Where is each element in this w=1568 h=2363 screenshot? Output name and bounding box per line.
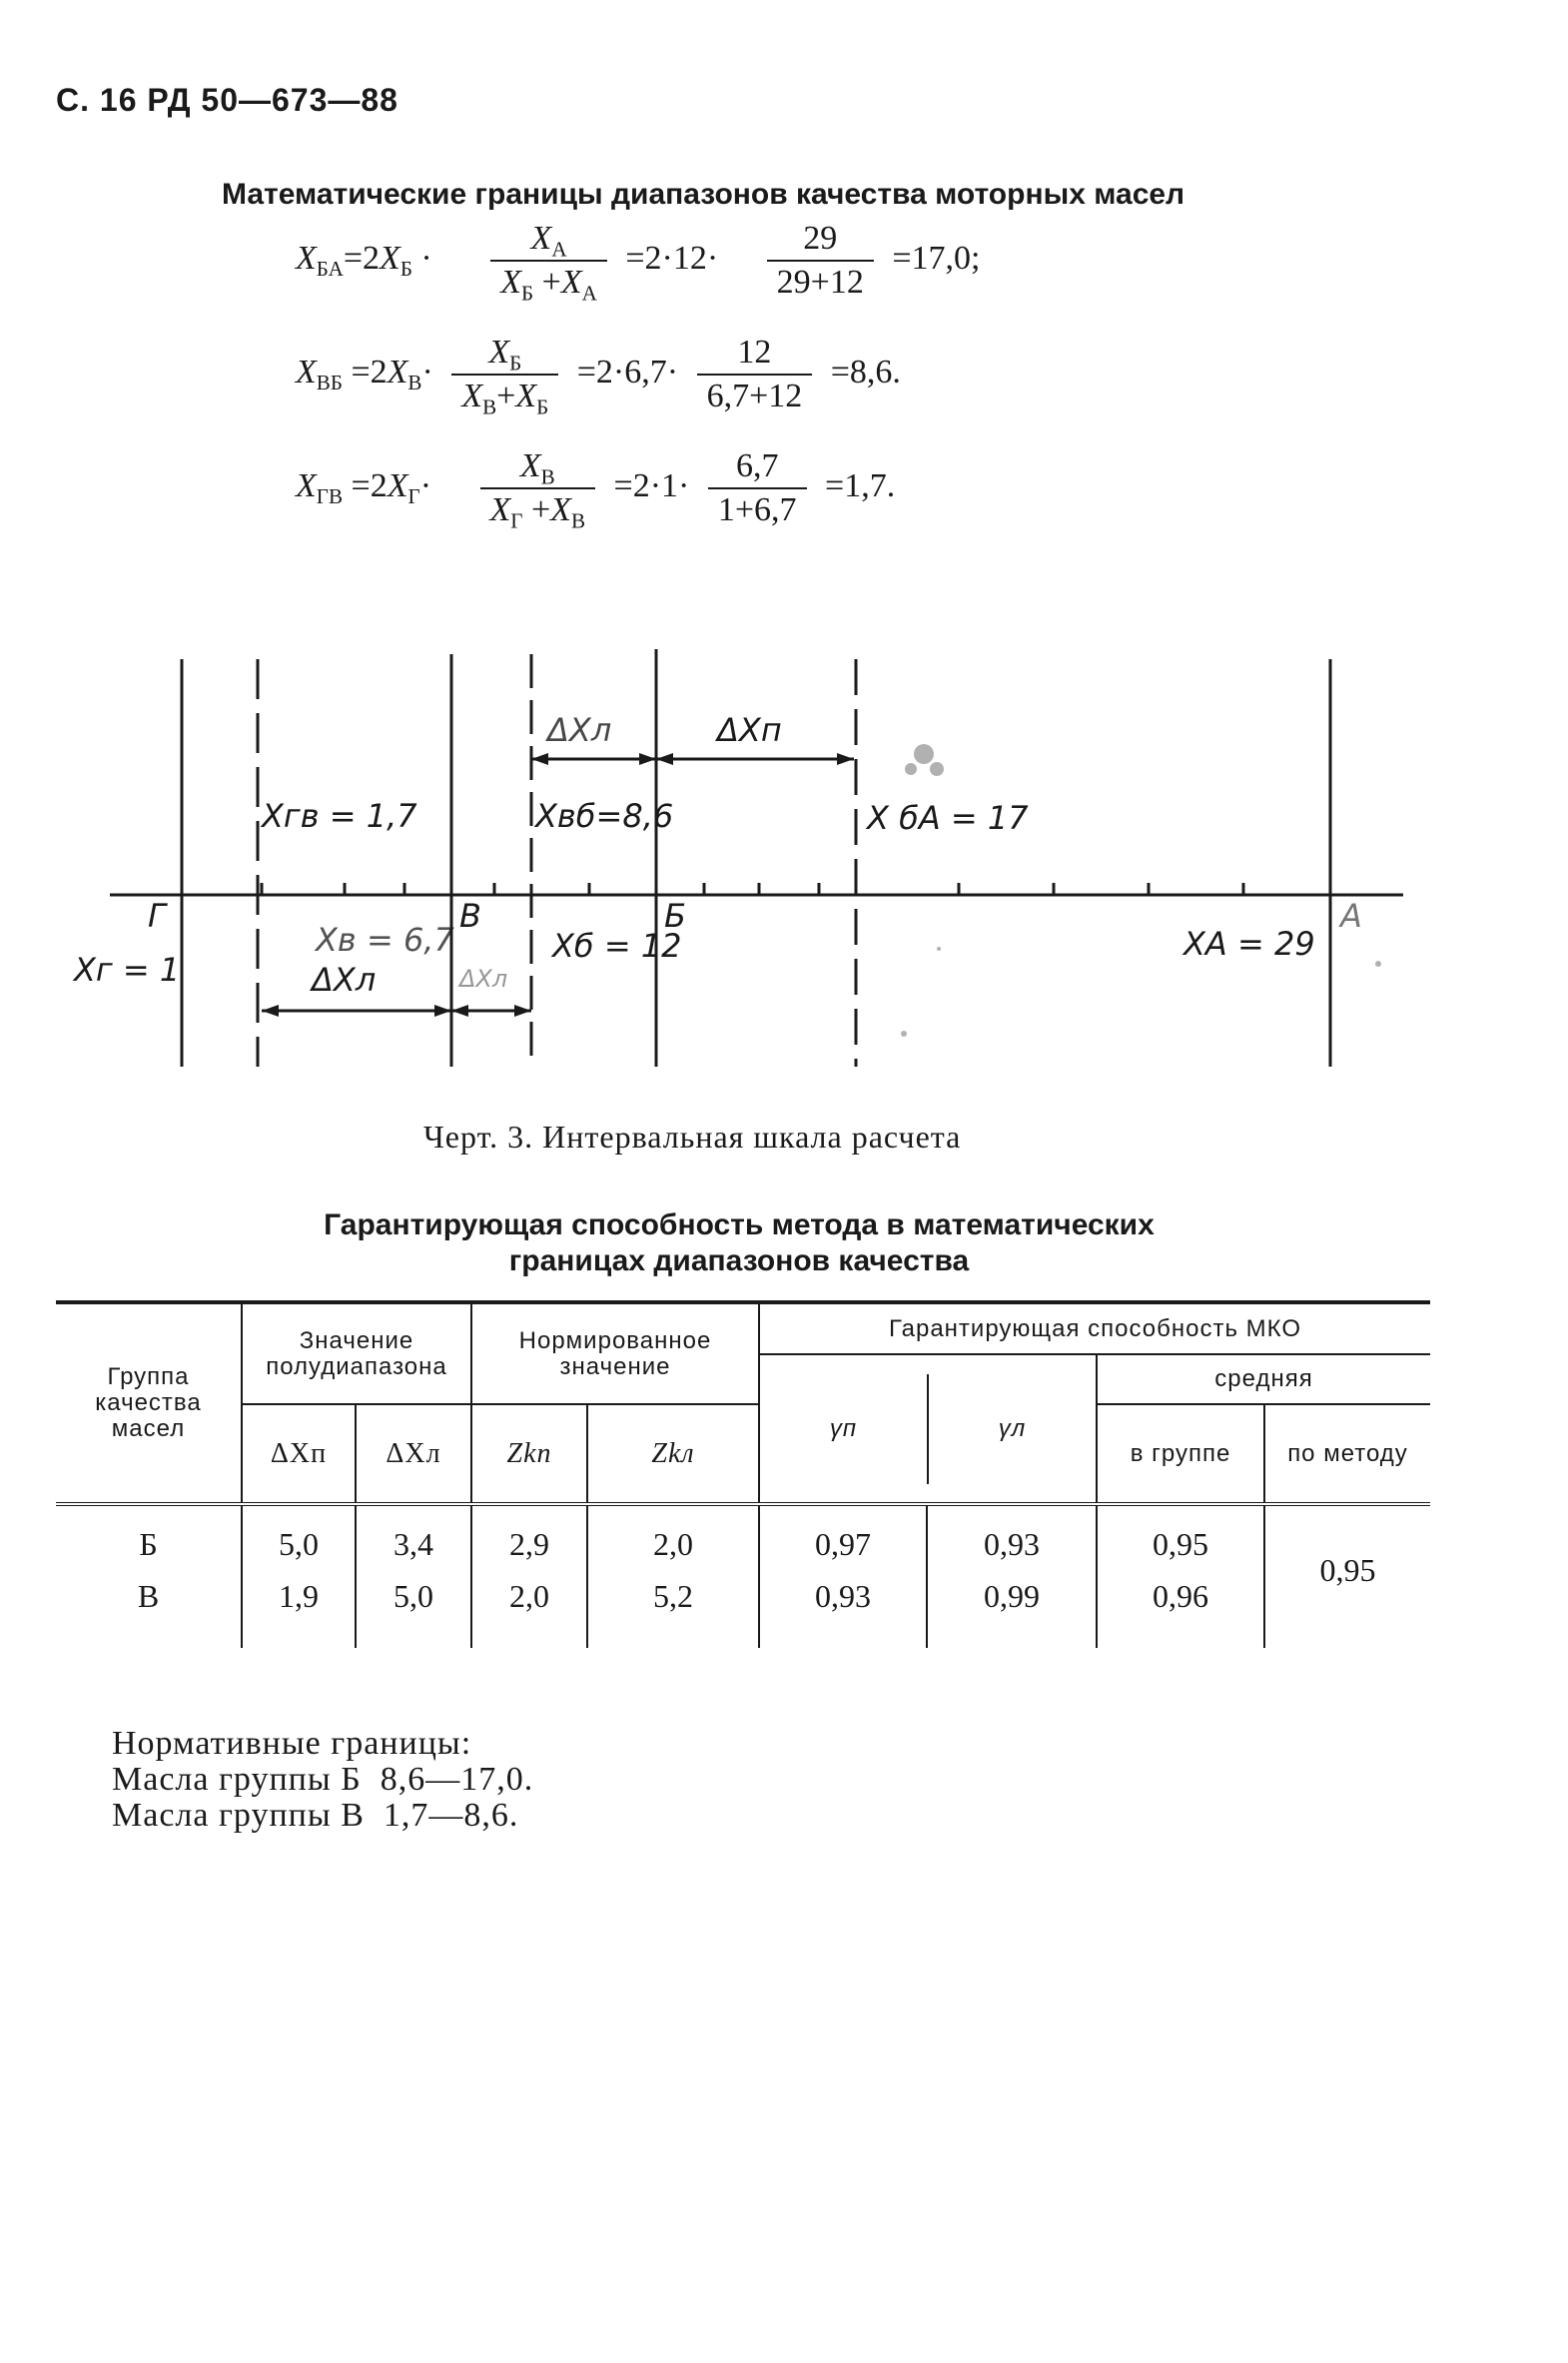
cell-zkl: 5,2 <box>587 1570 759 1622</box>
formulas-title: Математические границы диапазонов качества моторных масел <box>222 178 1185 211</box>
cell-gl: 0,99 <box>927 1570 1097 1622</box>
interval-scale-diagram <box>0 0 1568 1099</box>
label-xa: XA = 29 <box>1183 925 1315 963</box>
hdr-gamma-p: γп <box>760 1374 928 1484</box>
notes-block <box>112 1726 533 1834</box>
cell-in-group: 0,95 <box>1097 1518 1264 1570</box>
table-title-line1: Гарантирующая способность метода в математических <box>324 1208 1155 1241</box>
guarantee-table <box>56 1304 1430 1648</box>
cell-in-group: 0,96 <box>1097 1570 1264 1622</box>
formula-xba: $X_{БА}=2X_Б$ · $\frac{X_А}{X_Б +X_А}$ =2·12· $\frac{29}{29+12}$ =17,0; <box>296 220 981 306</box>
label-xg: Xг = 1 <box>74 951 181 989</box>
hdr-in-group: в группе <box>1097 1404 1264 1504</box>
hdr-dxp: ΔXп <box>242 1404 356 1504</box>
cell-gl: 0,93 <box>927 1518 1097 1570</box>
label-xba: X бA = 17 <box>867 799 1029 837</box>
cell-gp: 0,93 <box>759 1570 927 1622</box>
label-xvb: Xвб=8,6 <box>535 797 674 835</box>
label-xb: Xб = 12 <box>552 927 682 965</box>
cell-dxp: 1,9 <box>242 1570 356 1622</box>
label-a-right: А <box>1340 897 1362 935</box>
label-dxp-top: ΔXп <box>717 711 782 749</box>
cell-dxl: 5,0 <box>356 1570 471 1622</box>
notes-group-b: Масла группы Б 8,6—17,0. <box>112 1761 534 1798</box>
cell-dxl: 3,4 <box>356 1518 471 1570</box>
hdr-dxl: ΔXл <box>356 1404 471 1504</box>
formula-xvb: $X_{ВБ} =2X_В\cdot$ $\frac{X_Б}{X_В+X_Б}$ =2·6,7· $\frac{12}{6,7+12}$ =8,6. <box>296 334 901 419</box>
formula-xgv: $X_{ГВ} =2X_Г\cdot$ $\frac{X_В}{X_Г +X_В}$ =2·1· $\frac{6,7}{1+6,7}$ =1,7. <box>296 447 896 533</box>
notes-title: Нормативные границы: <box>112 1725 472 1762</box>
label-b-top: Б <box>664 897 686 935</box>
label-v-top: В <box>459 897 481 935</box>
hdr-normalized: Нормированное значение <box>471 1304 759 1404</box>
cell-by-method: 0,95 <box>1264 1518 1430 1622</box>
diagram-caption: Черт. 3. Интервальная шкала расчета <box>423 1119 962 1155</box>
label-dxl-bottom: ΔXл <box>312 961 377 999</box>
hdr-zkl: Zkл <box>587 1404 759 1504</box>
cell-zkp: 2,0 <box>471 1570 587 1622</box>
hdr-guarantee: Гарантирующая способность МКО <box>759 1304 1430 1354</box>
hdr-gamma-spacer <box>759 1354 1097 1504</box>
cell-dxp: 5,0 <box>242 1518 356 1570</box>
notes-group-v: Масла группы В 1,7—8,6. <box>112 1797 519 1834</box>
hdr-group: Группа качества масел <box>56 1304 242 1504</box>
table-row <box>56 1518 1430 1570</box>
cell-zkp: 2,9 <box>471 1518 587 1570</box>
label-xgv: Xгв = 1,7 <box>262 797 417 835</box>
label-dxl-bottom2: ΔXл <box>459 965 508 993</box>
label-g-top: Г <box>148 897 166 935</box>
table-title-line2: границах диапазонов качества <box>508 1244 970 1277</box>
hdr-gamma-l: γл <box>998 1414 1027 1442</box>
cell-group: Б <box>56 1518 242 1570</box>
label-dxl-top: ΔXл <box>547 711 612 749</box>
hdr-half-range: Значение полудиапазона <box>242 1304 471 1404</box>
page-header: С. 16 РД 50—673—88 <box>56 82 398 118</box>
label-xv: Xв = 6,7 <box>316 921 454 959</box>
cell-group: В <box>56 1570 242 1622</box>
cell-gp: 0,97 <box>759 1518 927 1570</box>
cell-zkl: 2,0 <box>587 1518 759 1570</box>
hdr-avg: средняя <box>1097 1354 1430 1404</box>
table-row <box>56 1570 1430 1622</box>
hdr-by-method: по методу <box>1264 1404 1430 1504</box>
hdr-zkp: Zkп <box>471 1404 587 1504</box>
